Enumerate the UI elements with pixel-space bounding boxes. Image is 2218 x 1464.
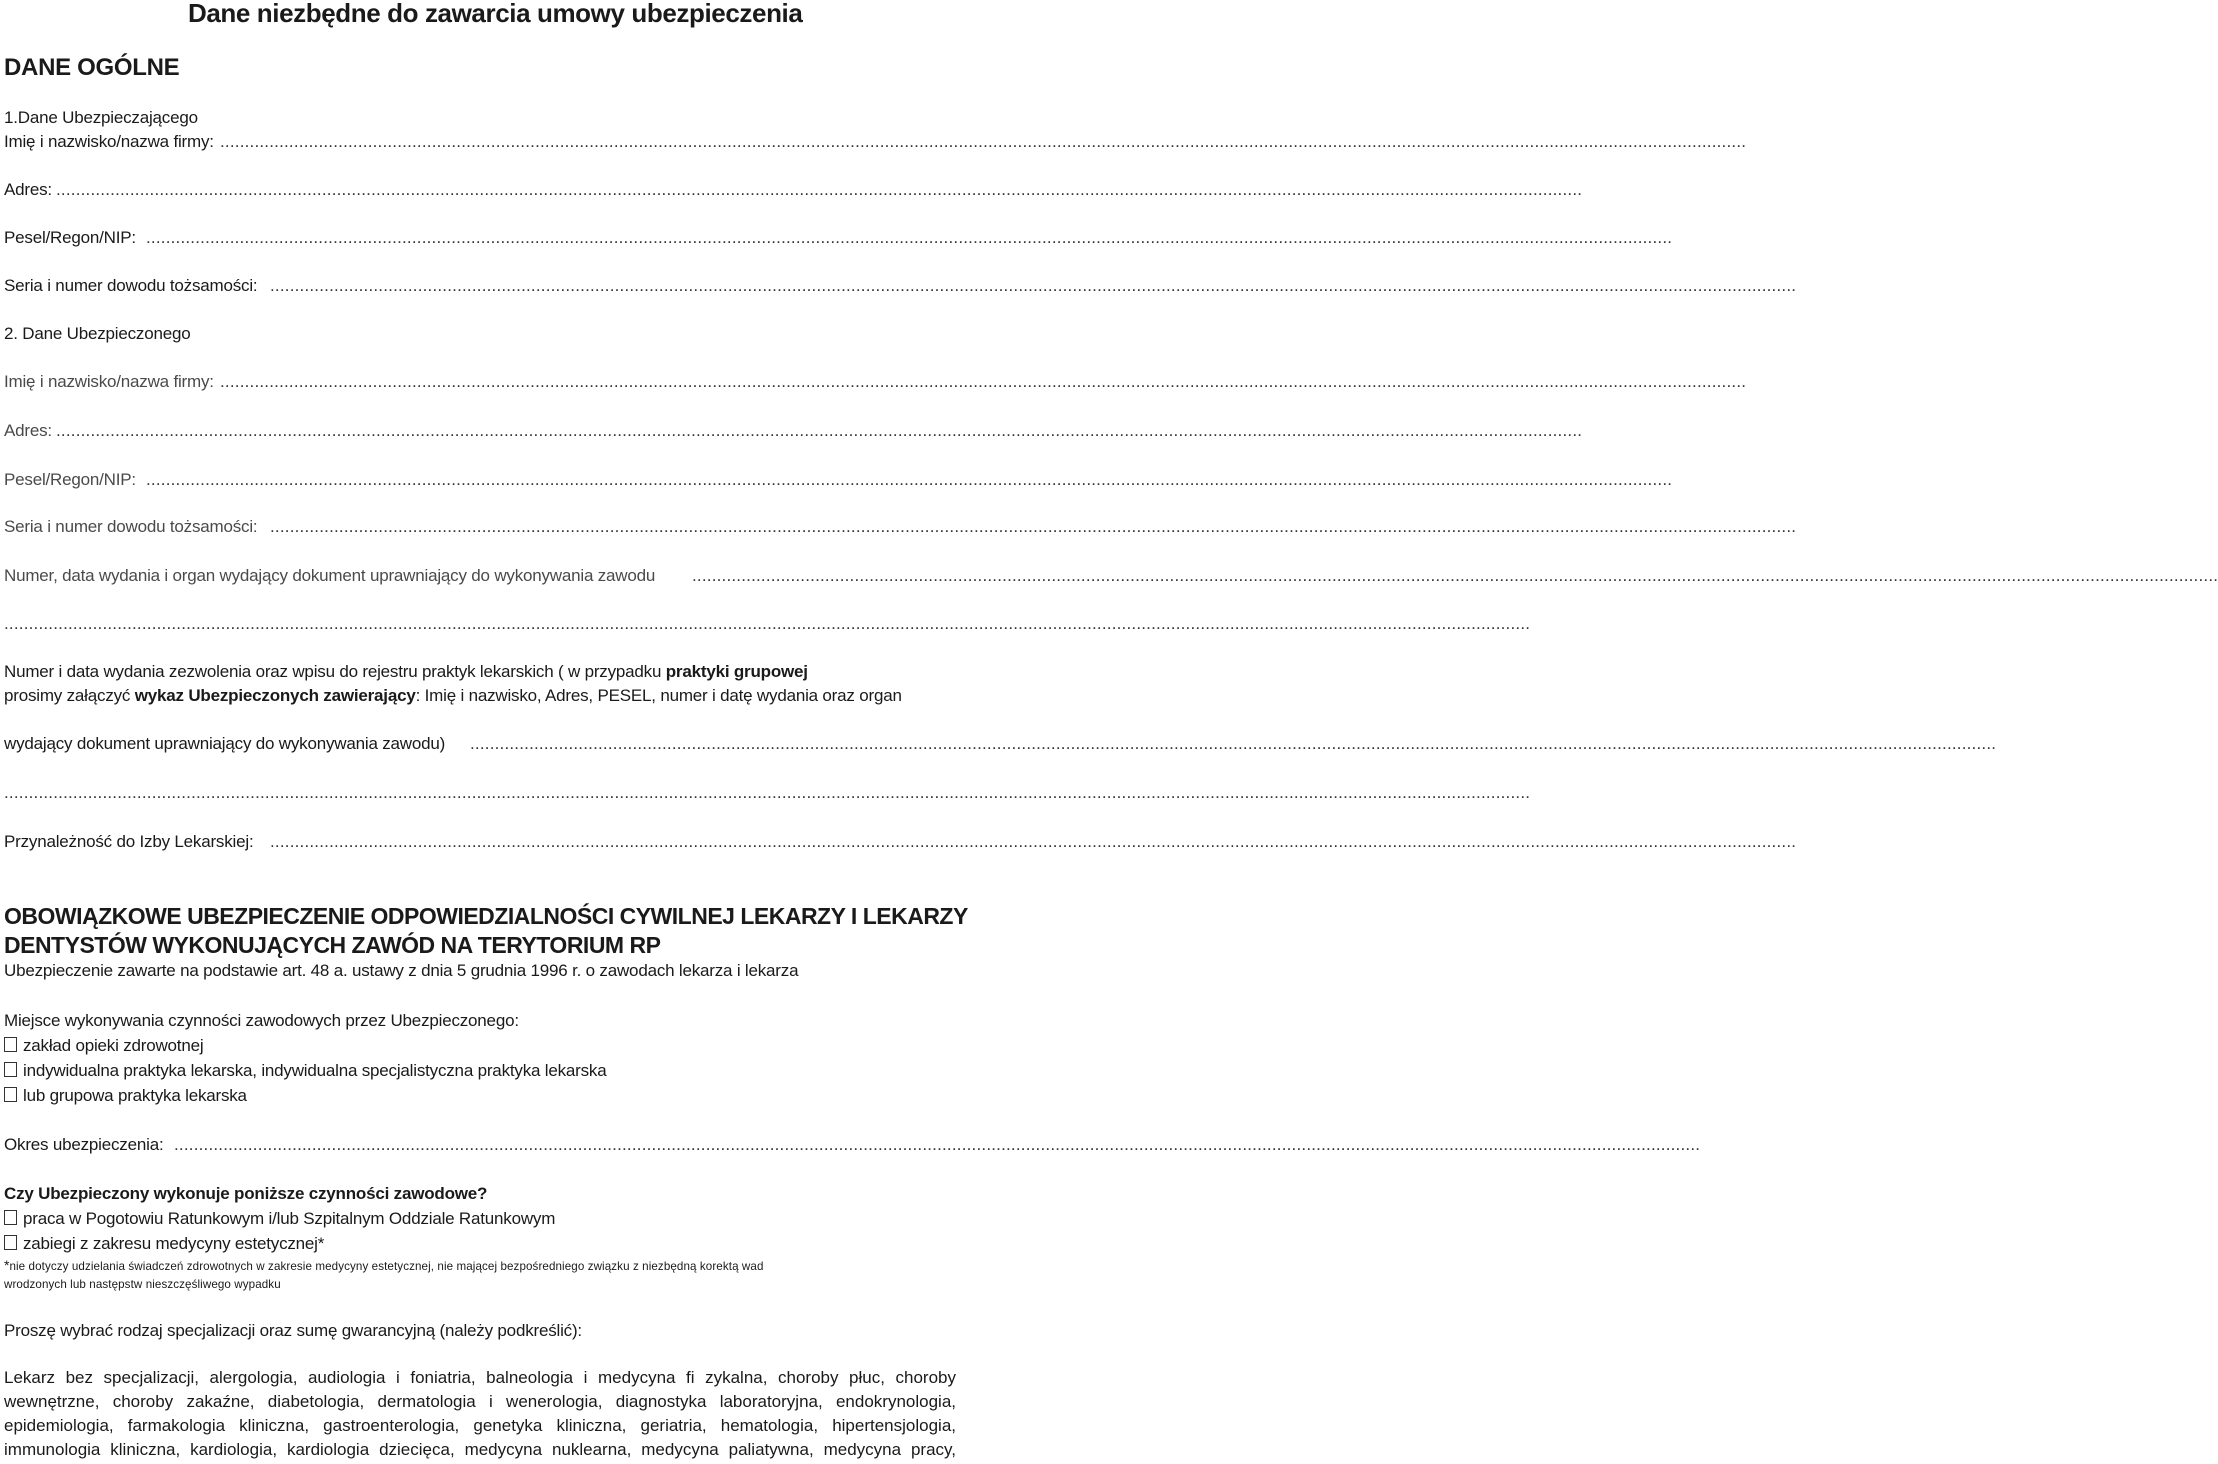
insurer-name-label: Imię i nazwisko/nazwa firmy:	[4, 132, 214, 151]
checkbox-icon[interactable]	[4, 1210, 17, 1225]
insurer-id-label: Seria i numer dowodu tożsamości:	[4, 276, 258, 295]
insured-pesel-field[interactable]: ......................................................................................................................................................................................................................................................................................................................	[146, 470, 1673, 489]
insured-license-field[interactable]: ......................................................................................................................................................................................................................................................................................................................	[692, 566, 2218, 585]
insured-pesel-label: Pesel/Regon/NIP:	[4, 470, 136, 489]
oc-basis: Ubezpieczenie zawarte na podstawie art. 48 a. ustawy z dnia 5 grudnia 1996 r. o zawodach lekarza i lekarza	[4, 961, 799, 980]
insured-address-label: Adres:	[4, 421, 52, 440]
insurer-id-field[interactable]: ......................................................................................................................................................................................................................................................................................................................	[270, 276, 1797, 295]
place-option-individual[interactable]: indywidualna praktyka lekarska, indywidualna specjalistyczna praktyka lekarska	[4, 1061, 606, 1081]
spec-prompt: Proszę wybrać rodzaj specjalizacji oraz sumę gwarancyjną (należy podkreślić):	[4, 1321, 582, 1340]
insurer-pesel-label: Pesel/Regon/NIP:	[4, 228, 136, 247]
insured-license-field-line2[interactable]: ......................................................................................................................................................................................................................................................................................................................	[4, 614, 1531, 633]
insurer-heading: 1.Dane Ubezpieczającego	[4, 108, 198, 127]
checkbox-icon[interactable]	[4, 1087, 17, 1102]
chamber-field[interactable]: ......................................................................................................................................................................................................................................................................................................................	[270, 832, 1797, 851]
document-title: Dane niezbędne do zawarcia umowy ubezpieczenia	[188, 0, 803, 28]
spec-line-1: Lekarz bez specjalizacji, alergologia, audiologia i foniatria, balneologia i medycyna fi zykalna, choroby płuc, choroby	[4, 1368, 956, 1387]
place-option-group[interactable]: lub grupowa praktyka lekarska	[4, 1086, 247, 1106]
insured-name-field[interactable]: ......................................................................................................................................................................................................................................................................................................................	[220, 372, 1747, 391]
insured-license-label: Numer, data wydania i organ wydający dokument uprawniający do wykonywania zawodu	[4, 566, 656, 585]
period-field[interactable]: ......................................................................................................................................................................................................................................................................................................................	[174, 1135, 1701, 1154]
insured-address-field[interactable]: ......................................................................................................................................................................................................................................................................................................................	[56, 421, 1583, 440]
insurer-address-field[interactable]: ......................................................................................................................................................................................................................................................................................................................	[56, 180, 1583, 199]
checkbox-icon[interactable]	[4, 1062, 17, 1077]
insurer-name-field[interactable]: ......................................................................................................................................................................................................................................................................................................................	[220, 132, 1747, 151]
oc-heading-line1: OBOWIĄZKOWE UBEZPIECZENIE ODPOWIEDZIALNOŚCI CYWILNEJ LEKARZY I LEKARZY	[4, 903, 968, 929]
permit-field[interactable]: ......................................................................................................................................................................................................................................................................................................................	[470, 734, 1997, 753]
insurer-address-label: Adres:	[4, 180, 52, 199]
spec-line-2: wewnętrzne, choroby zakaźne, diabetologia, dermatologia i wenerologia, diagnostyka laboratoryjna, endokrynologia,	[4, 1392, 956, 1411]
permit-line3: wydający dokument uprawniający do wykonywania zawodu)	[4, 734, 446, 753]
checkbox-icon[interactable]	[4, 1037, 17, 1052]
permit-line2: prosimy załączyć wykaz Ubezpieczonych zawierający: Imię i nazwisko, Adres, PESEL, numer i datę wydania oraz organ	[4, 686, 902, 705]
insured-id-field[interactable]: ......................................................................................................................................................................................................................................................................................................................	[270, 517, 1797, 536]
insured-id-label: Seria i numer dowodu tożsamości:	[4, 517, 258, 536]
footnote-line2: wrodzonych lub następstw nieszczęśliwego wypadku	[4, 1278, 281, 1291]
spec-line-3: epidemiologia, farmakologia kliniczna, gastroenterologia, genetyka kliniczna, geriatria, hematologia, hipertensjologia,	[4, 1416, 956, 1435]
place-option-zoz[interactable]: zakład opieki zdrowotnej	[4, 1036, 203, 1056]
permit-line1: Numer i data wydania zezwolenia oraz wpisu do rejestru praktyk lekarskich ( w przypadku praktyki grupowej	[4, 662, 808, 681]
activity-option-emergency[interactable]: praca w Pogotowiu Ratunkowym i/lub Szpitalnym Oddziale Ratunkowym	[4, 1209, 555, 1229]
footnote-line1: *nie dotyczy udzielania świadczeń zdrowotnych w zakresie medycyny estetycznej, nie mającej bezpośredniego związku z niezbędną korektą wad	[4, 1257, 764, 1273]
chamber-label: Przynależność do Izby Lekarskiej:	[4, 832, 254, 851]
permit-field-line2[interactable]: ......................................................................................................................................................................................................................................................................................................................	[4, 783, 1531, 802]
insured-heading: 2. Dane Ubezpieczonego	[4, 324, 191, 343]
activities-question: Czy Ubezpieczony wykonuje poniższe czynności zawodowe?	[4, 1184, 488, 1203]
checkbox-icon[interactable]	[4, 1235, 17, 1250]
period-label: Okres ubezpieczenia:	[4, 1135, 164, 1154]
activity-option-aesthetic[interactable]: zabiegi z zakresu medycyny estetycznej*	[4, 1234, 324, 1254]
place-label: Miejsce wykonywania czynności zawodowych przez Ubezpieczonego:	[4, 1011, 519, 1030]
section-general-heading: DANE OGÓLNE	[4, 54, 180, 81]
oc-heading-line2: DENTYSTÓW WYKONUJĄCYCH ZAWÓD NA TERYTORIUM RP	[4, 932, 661, 958]
insured-name-label: Imię i nazwisko/nazwa firmy:	[4, 372, 214, 391]
spec-line-4: immunologia kliniczna, kardiologia, kardiologia dziecięca, medycyna nuklearna, medycyna paliatywna, medycyna pracy,	[4, 1440, 956, 1459]
insurer-pesel-field[interactable]: ......................................................................................................................................................................................................................................................................................................................	[146, 228, 1673, 247]
